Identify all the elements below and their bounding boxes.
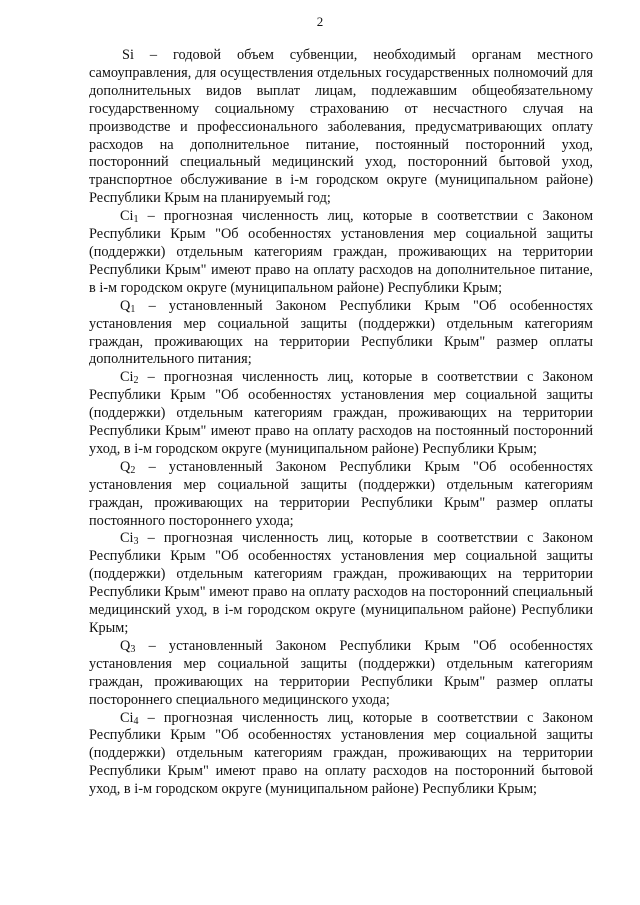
variable-symbol: $Ci_3$ (120, 530, 139, 548)
variable-symbol: Si (122, 47, 134, 63)
paragraph-ci2 (89, 369, 593, 459)
definition-text: – установленный Законом Республики Крым "Об особенностях установления мер социальной защиты (поддержки) отдельным категориям граждан, проживающих на территории Республики Крым" размер оплаты дополнительного питания; (89, 297, 594, 368)
document-body (89, 47, 593, 799)
definition-text: – прогнозная численность лиц, которые в соответствии с Законом Республики Крым "Об особенностях установления мер социальной защиты (поддержки) отдельным категориям граждан, проживающих на территории Республики Крым" имеют право на оплату расходов на постоянный посторонний уход, в i-м городском округе (муниципальном районе) Республики Крым; (89, 369, 593, 457)
definition-text: – установленный Законом Республики Крым "Об особенностях установления мер социальной защиты (поддержки) отдельным категориям граждан, проживающих на территории Республики Крым" размер оплаты постоянного постороннего ухода; (89, 458, 594, 529)
paragraph-ci3 (89, 530, 593, 637)
definition-text: – годовой объем субвенции, необходимый органам местного самоуправления, для осуществления отдельных государственных полномочий для дополнительных видов выплат лицам, подлежавшим общеобязательному государственному социальному страхованию от несчастного случая на производстве и профессионального заболевания, предусматривающих оплату расходов на дополнительное питание, постоянный посторонний уход, посторонний специальный медицинский уход, посторонний бытовой уход, транспортное обслуживание в i-м городском округе (муниципальном районе) Республики Крым на планируемый год; (89, 47, 593, 207)
definition-text: – прогнозная численность лиц, которые в соответствии с Законом Республики Крым "Об особенностях установления мер социальной защиты (поддержки) отдельным категориям граждан, проживающих на территории Республики Крым" имеют право на оплату расходов на дополнительное питание, в i-м городском округе (муниципальном районе) Республики Крым; (89, 208, 593, 296)
variable-symbol: $Q_1$ (120, 297, 136, 315)
definition-text: – установленный Законом Республики Крым "Об особенностях установления мер социальной защиты (поддержки) отдельным категориям граждан, проживающих на территории Республики Крым" размер оплаты постороннего специального медицинского ухода; (89, 637, 594, 708)
variable-symbol: $Ci_2$ (120, 369, 139, 387)
definition-text: – прогнозная численность лиц, которые в соответствии с Законом Республики Крым "Об особенностях установления мер социальной защиты (поддержки) отдельным категориям граждан, проживающих на территории Республики Крым" имеют право на оплату расходов на посторонний бытовой уход, в i-м городском округе (муниципальном районе) Республики Крым; (89, 709, 593, 798)
variable-symbol: $Q_3$ (120, 637, 136, 655)
definition-text: – прогнозная численность лиц, которые в соответствии с Законом Республики Крым "Об особенностях установления мер социальной защиты (поддержки) отдельным категориям граждан, проживающих на территории Республики Крым" имеют право на оплату расходов на посторонний специальный медицинский уход, в i-м городском округе (муниципальном районе) Республики Крым; (89, 530, 593, 636)
variable-symbol: $Ci_1$ (120, 208, 139, 226)
paragraph-q2 (89, 459, 593, 531)
paragraph-q1 (89, 298, 593, 370)
variable-symbol: $Ci_4$ (120, 709, 139, 727)
variable-symbol: $Q_2$ (120, 458, 136, 476)
paragraph-q3 (89, 638, 593, 710)
paragraph-ci4 (89, 710, 593, 800)
paragraph-si (89, 47, 593, 208)
paragraph-ci1 (89, 208, 593, 298)
page-number: 2 (316, 14, 324, 29)
